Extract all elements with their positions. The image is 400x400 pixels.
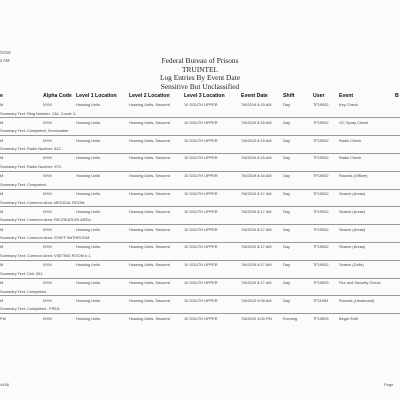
- column-header: Alpha Code: [43, 93, 72, 99]
- table-cell: Search (Areas): [339, 226, 366, 232]
- table-cell: TF19502: [313, 155, 329, 161]
- table-cell: Housing Units, Secured: [129, 315, 170, 321]
- table-cell: Housing Units, Secured: [129, 119, 170, 125]
- table-cell: Housing Units: [76, 155, 101, 161]
- column-header: Event Date: [241, 93, 268, 99]
- table-cell: TF11969: [313, 297, 329, 303]
- table-cell: TF19503: [313, 315, 329, 321]
- agency-title: Federal Bureau of Prisons: [161, 56, 239, 65]
- table-cell: Housing Units: [76, 226, 101, 232]
- column-header: Level 3 Location: [184, 93, 225, 99]
- table-cell: Housing Units: [76, 208, 101, 214]
- table-cell: NYM: [43, 102, 52, 107]
- table-cell: Day: [283, 119, 290, 125]
- table-cell: Housing Units, Secured: [129, 102, 170, 107]
- table-cell: M: [0, 155, 4, 161]
- table-cell: TF19503: [313, 280, 329, 285]
- table-cell: TF19502: [313, 191, 329, 196]
- table-cell: M: [0, 191, 4, 196]
- column-header: Event: [339, 93, 354, 99]
- table-cell: Radio Check: [339, 155, 362, 161]
- table-cell: TF19502: [313, 119, 329, 125]
- row-divider: [0, 242, 400, 243]
- table-cell: Day: [283, 208, 290, 214]
- table-cell: 10 SOUTH UPPER: [184, 191, 218, 196]
- table-cell: Day: [283, 191, 290, 196]
- column-header: B: [395, 93, 399, 99]
- table-cell: 10 SOUTH UPPER: [184, 173, 218, 179]
- table-cell: 10 SOUTH UPPER: [184, 208, 218, 214]
- row-divider: [0, 153, 400, 154]
- row-summary-text: Summary Text: Completed.: [0, 181, 47, 187]
- table-cell: Search (Areas): [339, 244, 366, 250]
- table-cell: NYM: [43, 315, 52, 321]
- table-cell: M: [0, 262, 4, 268]
- row-summary-text: Summary Text: Completed.: [0, 288, 47, 294]
- table-cell: TF19502: [313, 244, 329, 250]
- row-divider: [0, 135, 400, 136]
- footer-id: 4458: [0, 382, 9, 387]
- row-divider: [0, 295, 400, 296]
- table-cell: Housing Units, Secured: [129, 244, 170, 250]
- table-cell: Housing Units: [76, 315, 101, 321]
- table-cell: Search (Areas): [339, 208, 366, 214]
- table-cell: NYM: [43, 155, 52, 161]
- table-cell: Day: [283, 262, 290, 268]
- table-cell: M: [0, 173, 4, 179]
- row-divider: [0, 171, 400, 172]
- column-header: e: [0, 93, 3, 99]
- table-cell: 7/6/2019 8:15 AM: [241, 155, 272, 161]
- table-cell: 7/6/2019 4:00 PM: [241, 315, 272, 321]
- table-cell: TF19502: [313, 208, 329, 214]
- table-cell: Housing Units: [76, 280, 101, 285]
- row-divider: [0, 189, 400, 190]
- table-cell: 10 SOUTH UPPER: [184, 226, 218, 232]
- table-cell: M: [0, 119, 4, 125]
- row-divider: [0, 224, 400, 225]
- row-summary-text: Summary Text: Common Area: RECREATION AREA.: [0, 217, 92, 223]
- table-cell: Housing Units, Secured: [129, 191, 170, 196]
- table-cell: NYM: [43, 262, 52, 268]
- table-cell: Day: [283, 226, 290, 232]
- table-cell: 10 SOUTH UPPER: [184, 244, 218, 250]
- table-cell: 7/6/2019 8:17 AM: [241, 208, 272, 214]
- row-divider: [0, 206, 400, 207]
- table-cell: Key Check: [339, 102, 358, 107]
- table-cell: Day: [283, 102, 290, 107]
- table-cell: Rounds (Lieutenant): [339, 297, 375, 303]
- table-cell: M: [0, 226, 4, 232]
- table-cell: Housing Units: [76, 191, 101, 196]
- report-title: Log Entries By Event Date: [159, 73, 241, 82]
- row-summary-text: Summary Text: Completed - FREA.: [0, 306, 61, 312]
- table-cell: Search (Areas): [339, 191, 366, 196]
- table-cell: Day: [283, 155, 290, 161]
- table-cell: Housing Units: [76, 262, 101, 268]
- table-cell: 7/6/2019 8:17 AM: [241, 244, 272, 250]
- table-cell: 10 SOUTH UPPER: [184, 297, 218, 303]
- table-cell: Housing Units, Secured: [129, 155, 170, 161]
- table-cell: TF19502: [313, 173, 329, 179]
- table-cell: 10 SOUTH UPPER: [184, 102, 218, 107]
- table-cell: Evening: [283, 315, 298, 321]
- table-cell: Search (Cells): [339, 262, 364, 268]
- row-summary-text: Summary Text: Radio Number: 973.: [0, 164, 62, 169]
- table-cell: TF19502: [313, 226, 329, 232]
- table-cell: 10 SOUTH UPPER: [184, 119, 218, 125]
- table-cell: NYM: [43, 297, 52, 303]
- table-cell: Rounds (Officer): [339, 173, 368, 179]
- table-cell: Housing Units, Secured: [129, 137, 170, 143]
- table-cell: NYM: [43, 208, 52, 214]
- row-divider: [0, 260, 400, 261]
- table-cell: Begin Shift: [339, 315, 358, 321]
- print-date: /2019: [0, 50, 11, 55]
- table-cell: 7/6/2019 8:16 AM: [241, 173, 272, 179]
- table-cell: Day: [283, 173, 290, 179]
- table-cell: NYM: [43, 191, 52, 196]
- table-cell: Housing Units, Secured: [129, 226, 170, 232]
- row-summary-text: Summary Text: Ring Number: 134, Count: 5.: [0, 110, 77, 116]
- facility-name: TRUINTEL: [181, 65, 219, 74]
- table-cell: 7/6/2019 8:15 AM: [241, 119, 272, 125]
- row-summary-text: Summary Text: Common Area: MEDICAL ROOM.: [0, 199, 86, 205]
- table-cell: Housing Units: [76, 137, 101, 143]
- column-header: Level 1 Location: [76, 93, 117, 99]
- table-cell: Housing Units: [76, 119, 101, 125]
- column-header: User: [313, 93, 325, 99]
- table-cell: NYM: [43, 119, 52, 125]
- table-cell: 10 SOUTH UPPER: [184, 315, 218, 321]
- table-cell: TF19502: [313, 137, 329, 143]
- table-cell: 7/6/2019 8:17 AM: [241, 191, 272, 196]
- table-cell: 10 SOUTH UPPER: [184, 137, 218, 143]
- table-cell: NYM: [43, 137, 52, 143]
- table-cell: M: [0, 244, 4, 250]
- table-cell: 7/6/2019 8:15 AM: [241, 102, 272, 107]
- table-cell: Fire and Security Check: [339, 280, 381, 285]
- table-cell: 7/6/2019 8:15 AM: [241, 137, 272, 143]
- table-cell: M: [0, 102, 4, 107]
- table-cell: Housing Units, Secured: [129, 173, 170, 179]
- table-cell: NYM: [43, 226, 52, 232]
- table-cell: 7/6/2019 8:17 AM: [241, 262, 272, 268]
- table-cell: 10 SOUTH UPPER: [184, 155, 218, 161]
- table-cell: Day: [283, 244, 290, 250]
- row-summary-text: Summary Text: Completed, Serviceable.: [0, 128, 70, 134]
- table-cell: 7/6/2019 8:17 AM: [241, 226, 272, 232]
- row-divider: [0, 117, 400, 118]
- table-cell: 10 SOUTH UPPER: [184, 280, 218, 285]
- table-cell: Housing Units, Secured: [129, 297, 170, 303]
- table-cell: PM: [0, 315, 6, 321]
- column-header: Level 2 Location: [129, 93, 170, 99]
- table-cell: Housing Units: [76, 244, 101, 250]
- table-cell: M: [0, 208, 4, 214]
- table-cell: Day: [283, 137, 290, 143]
- table-cell: M: [0, 297, 4, 303]
- table-cell: Day: [283, 280, 290, 285]
- row-divider: [0, 278, 400, 279]
- table-cell: Housing Units: [76, 102, 101, 107]
- print-time: 2 AM: [0, 58, 10, 63]
- row-summary-text: Summary Text: Common Area: VISITING ROOM # 1.: [0, 253, 92, 258]
- table-cell: NYM: [43, 244, 52, 250]
- table-cell: Radio Check: [339, 137, 362, 143]
- table-cell: 7/6/2019 8:17 AM: [241, 280, 272, 285]
- table-cell: M: [0, 137, 4, 143]
- table-cell: Housing Units: [76, 297, 101, 303]
- table-cell: Housing Units, Secured: [129, 208, 170, 214]
- table-cell: Day: [283, 297, 290, 303]
- table-cell: NYM: [43, 173, 52, 179]
- table-cell: OC Spray Check: [339, 119, 369, 125]
- classification-label: Sensitive But Unclassified: [160, 82, 240, 91]
- table-cell: Housing Units, Secured: [129, 262, 170, 268]
- table-cell: 10 SOUTH UPPER: [184, 262, 218, 268]
- table-cell: Housing Units, Secured: [129, 280, 170, 285]
- table-cell: Housing Units: [76, 173, 101, 179]
- row-summary-text: Summary Text: Radio Number: 812.: [0, 146, 62, 152]
- table-cell: NYM: [43, 280, 52, 285]
- column-header: Shift: [283, 93, 295, 99]
- row-summary-text: Summary Text: Common Area: STAFF BATHROOM.: [0, 235, 91, 241]
- table-cell: TF19502: [313, 102, 329, 107]
- table-cell: TF19502: [313, 262, 329, 268]
- footer-page: Page: [384, 382, 394, 387]
- row-summary-text: Summary Text: Cell: 301.: [0, 270, 44, 276]
- table-cell: M: [0, 280, 4, 285]
- table-cell: 7/6/2019 9:08 AM: [241, 297, 272, 303]
- row-divider: [0, 313, 400, 314]
